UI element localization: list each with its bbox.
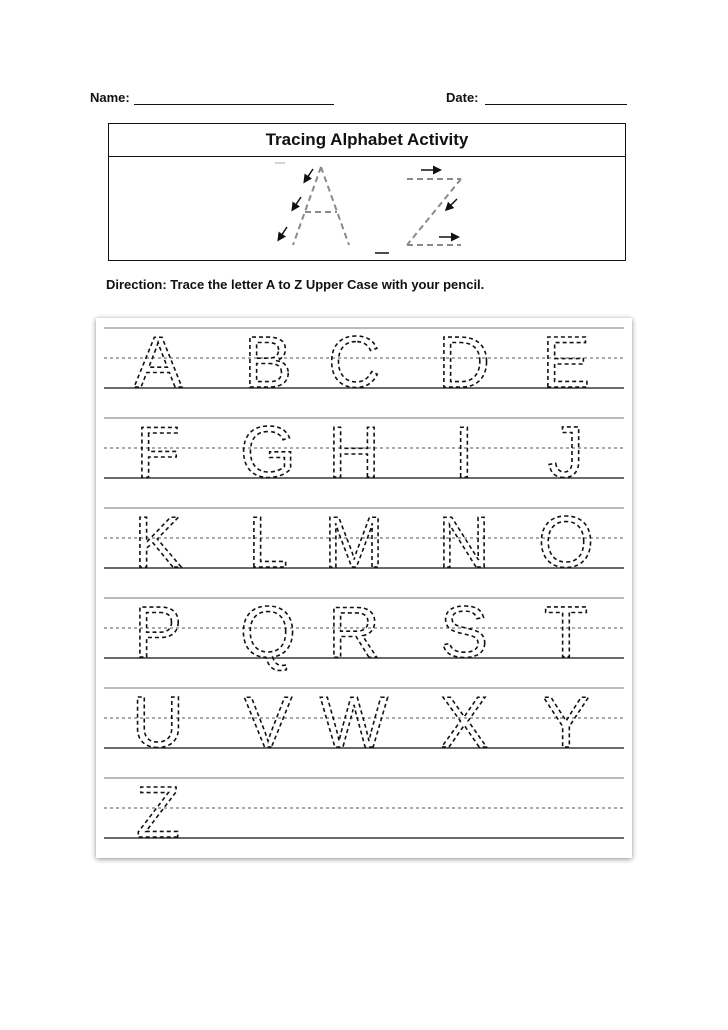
tracing-letter-x[interactable]: X — [439, 683, 489, 763]
tracing-letter-t[interactable]: T — [544, 593, 588, 673]
tracing-letter-e[interactable]: E — [541, 323, 591, 403]
demo-letter-z — [407, 179, 461, 245]
title-box — [108, 123, 626, 261]
tracing-letter-a[interactable]: A — [133, 323, 183, 403]
tracing-letter-m[interactable]: M — [324, 503, 384, 583]
tracing-letter-k[interactable]: K — [133, 503, 183, 583]
tracing-grid-canvas[interactable] — [96, 318, 632, 858]
tracing-letter-l[interactable]: L — [247, 503, 289, 583]
direction-text: Direction: Trace the letter A to Z Upper Case with your pencil. — [106, 277, 485, 292]
date-line[interactable] — [485, 104, 627, 105]
tracing-letter-b[interactable]: B — [243, 323, 293, 403]
tracing-letter-d[interactable]: D — [438, 323, 490, 403]
tracing-letter-h[interactable]: H — [328, 413, 380, 493]
tracing-letter-r[interactable]: R — [328, 593, 380, 673]
date-label: Date: — [446, 90, 479, 105]
tracing-letter-q[interactable]: Q — [239, 593, 297, 673]
tracing-letter-u[interactable]: U — [132, 683, 184, 763]
demo-letter-a — [293, 167, 349, 245]
tracing-letter-j[interactable]: J — [548, 413, 584, 493]
tracing-letter-c[interactable]: C — [328, 323, 380, 403]
tracing-grid — [96, 318, 632, 858]
worksheet-title: Tracing Alphabet Activity — [109, 124, 625, 157]
tracing-letter-o[interactable]: O — [537, 503, 595, 583]
tracing-letter-g[interactable]: G — [239, 413, 297, 493]
tracing-letter-i[interactable]: I — [453, 413, 475, 493]
tracing-letter-p[interactable]: P — [133, 593, 183, 673]
tracing-letter-n[interactable]: N — [438, 503, 490, 583]
tracing-letter-w[interactable]: W — [320, 683, 388, 763]
demo-tracing-example — [109, 157, 624, 260]
name-label: Name: — [90, 90, 130, 105]
tracing-letter-s[interactable]: S — [439, 593, 489, 673]
name-line[interactable] — [134, 104, 334, 105]
tracing-letter-z[interactable]: Z — [136, 773, 180, 853]
tracing-letter-f[interactable]: F — [136, 413, 180, 493]
tracing-letter-y[interactable]: Y — [541, 683, 591, 763]
tracing-letter-v[interactable]: V — [243, 683, 293, 763]
